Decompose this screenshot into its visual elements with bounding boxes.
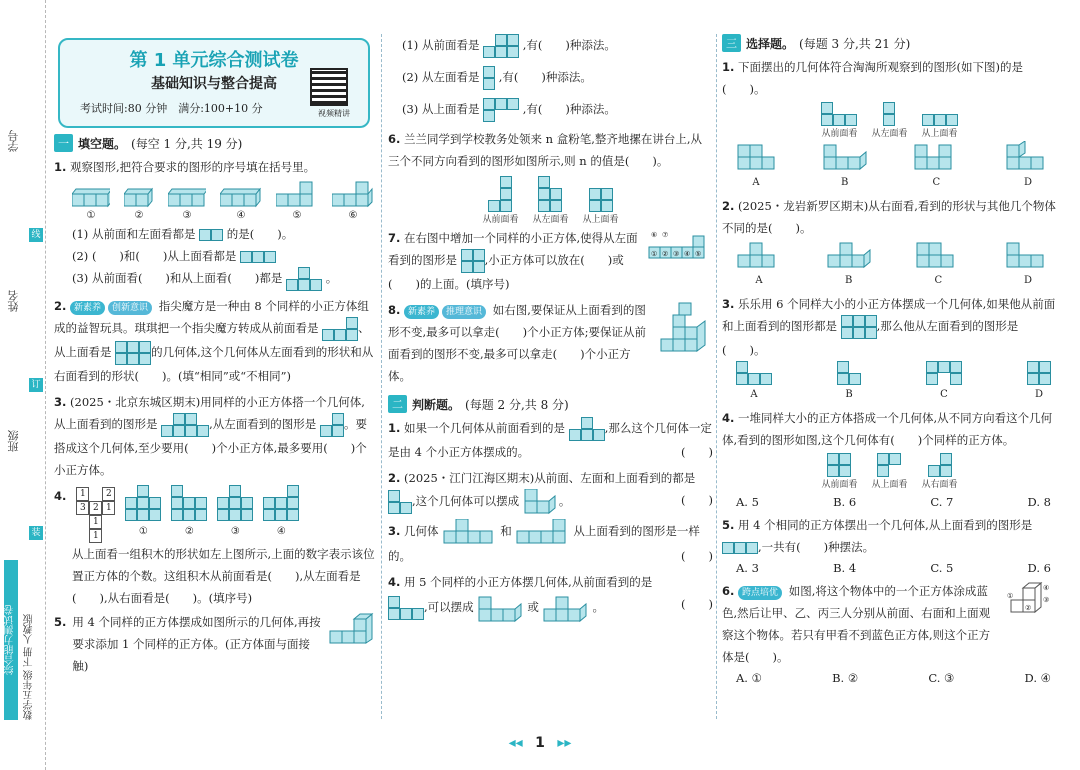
c4-choices: A. 5 B. 6 C. 7 D. 8 <box>736 495 1051 509</box>
svg-text:⑤: ⑤ <box>695 250 702 258</box>
judge-4: 4. 用 5 个同样的小正方体摆几何体,从前面看到的是 ,可以摆成 或 。 ( ) <box>388 571 713 623</box>
c1-views: 从前面看 从左面看 从上面看 <box>722 102 1057 139</box>
q5-figure <box>328 611 376 647</box>
title-box <box>58 38 370 128</box>
c1-options: A B C D <box>722 141 1057 193</box>
series-strip: 综合能力测试卷 <box>4 560 18 720</box>
binding-mark-ding: 订 <box>29 378 43 392</box>
question-1-4: 4. 1 2 3 2 1 1 1 ① ② ③ ④ <box>54 485 376 543</box>
binding-margin <box>0 0 46 770</box>
svg-text:⑦: ⑦ <box>662 231 669 239</box>
svg-text:③: ③ <box>673 250 680 258</box>
svg-text:⑥: ⑥ <box>651 231 658 239</box>
exam-info: 考试时间:80 分钟 满分:100+10 分 <box>80 102 263 115</box>
q1-sub3: (3) 从前面看( )和从上面看( )都是 。 <box>54 267 376 291</box>
judge-2: 2. (2025・江门江海区期末)从前面、左面和上面看到的都是 ,这个几何体可以摆成 。 ( ) <box>388 467 713 515</box>
q1-figures <box>54 180 376 221</box>
figure: ② <box>124 186 154 221</box>
svg-text:④: ④ <box>684 250 691 258</box>
c2-options: A B C D <box>722 239 1057 291</box>
choice-4: 4. 一堆同样大小的正方体搭成一个几何体,从不同方向看这个几何体,看到的图形如图,这个几何体有( )个同样的正方体。 <box>722 411 1053 447</box>
section-points: (每空 1 分,共 19 分) <box>131 136 243 151</box>
section-1-header <box>54 134 376 152</box>
q1-sub1: (1) 从前面和左面看都是 的是( )。 <box>72 227 294 241</box>
choice-5: 5. 用 4 个相同的正方体摆出一个几何体,从上面看到的图形是 ,一共有( )种摆法。 <box>722 518 1033 554</box>
choice-6: 6. 跨点培优 如图,将这个物体中的一个正方体涂成蓝色,然后让甲、乙、丙三人分别从前面、右面和上面观察这个物体。若只有甲看不到蓝色正方体,则这个正方体是( )。 ① ④ ③ ② <box>722 580 1057 668</box>
section-title: 填空题。 <box>78 136 127 151</box>
choice-1: 1. 下面摆出的几何体符合淘淘所观察到的图形(如下图)的是( )。 <box>722 60 1024 96</box>
judge-3: 3. 几何体 和 从上面看到的图形是一样的。 ( ) <box>388 519 713 567</box>
figure: ① <box>125 485 161 543</box>
column-2 <box>388 34 713 623</box>
svg-text:②: ② <box>1025 604 1032 612</box>
section-2-header: 二 判断题。 (每题 2 分,共 8 分) <box>388 395 713 413</box>
column-3 <box>722 34 1057 688</box>
view-front: 从前面看 <box>482 176 518 225</box>
svg-text:②: ② <box>662 250 669 258</box>
svg-text:③: ③ <box>1043 596 1050 604</box>
section-number: 一 <box>54 134 73 152</box>
page-subtitle: 基础知识与整合提高 <box>151 76 277 92</box>
c3-options: A B C D <box>722 361 1057 405</box>
choice-2: 2. (2025・龙岩新罗区期末)从右面看,看到的形状与其他几个物体不同的是( )。 <box>722 199 1056 235</box>
figure: ① <box>72 186 110 221</box>
figure: ③ <box>217 485 253 543</box>
q4-text: 从上面看一组积木的形状如左上图所示,上面的数字表示该位置正方体的个数。这组积木从前面看是( ),从左面看是( ),从右面看是( )。(填序号) <box>72 547 375 605</box>
grade-label: 数学五年级 下册 人教版 <box>24 613 35 720</box>
figure: ④ <box>263 485 299 543</box>
q5-sub3: (3) 从上面看是 ,有( )种添法。 <box>388 98 713 122</box>
question-1-1 <box>54 156 376 178</box>
figure: ④ <box>220 186 262 221</box>
q1-sub2: (2) ( )和( )从上面看都是 <box>54 245 376 267</box>
question-text: 观察图形,把符合要求的图形的序号填在括号里。 <box>70 160 316 174</box>
svg-text:④: ④ <box>1043 584 1050 592</box>
class-label: 班级 <box>7 430 20 452</box>
question-1-8: 8. 新素养 推理意识 如右图,要保证从上面看到的图形不变,最多可以拿走( )个小正方体;要保证从前面看到的图形不变,最多可以拿走( )个小正方体。 <box>388 299 713 387</box>
q7-figure <box>647 227 713 263</box>
judge-1: 1. 如果一个几何体从前面看到的是 ,那么这个几何体一定是由 4 个小正方体摆成的。 ( ) <box>388 417 713 463</box>
qr-code-icon[interactable] <box>310 68 348 106</box>
page-number: 1 <box>535 735 545 751</box>
page-footer <box>0 735 1080 751</box>
page-title: 第 1 单元综合测试卷 <box>129 50 299 71</box>
question-1-3: 3. (2025・北京东城区期末)用同样的小正方体搭一个几何体,从上面看到的图形是 ,从左面看到的图形是 。要搭成这个几何体,至少要用( )个小正方体,最多要用( )个小正方体。 <box>54 395 367 477</box>
section-3-header: 三 选择题。 (每题 3 分,共 21 分) <box>722 34 1057 52</box>
svg-text:①: ① <box>1007 592 1014 600</box>
figure: ③ <box>168 186 206 221</box>
q8-figure <box>657 299 713 355</box>
view-top: 从上面看 <box>583 188 619 225</box>
view-left: 从左面看 <box>532 176 568 225</box>
figure: ⑥ <box>332 180 374 221</box>
binding-mark-line: 线 <box>29 228 43 242</box>
question-number: 1. <box>54 160 67 174</box>
figure: ⑤ <box>276 180 318 221</box>
qr-label: 视频精讲 <box>318 109 350 118</box>
binding-mark-zhuang: 装 <box>29 526 43 540</box>
column-1 <box>54 34 376 677</box>
q4-number-grid: 1 2 3 2 1 1 1 <box>76 487 115 543</box>
question-1-7: 7. 在右图中增加一个同样的小正方体,使得从左面看到的图形是 ,小正方体可以放在( )或( )的上面。(填序号) ① ② ③ ④ ⑤ ⑥ ⑦ <box>388 227 713 295</box>
c6-figure <box>1007 580 1057 620</box>
question-1-2: 2. 新素养 创新意识 指尖魔方是一种由 8 个同样的小正方体组成的益智玩具。琪琪把一个指尖魔方转成从前面看是 、从上面看是 的几何体,这个几何体从左面看到的形状和从右面看到的形状( )。(填“相同”或“不相同”) <box>54 299 374 383</box>
question-1-5: 5. 用 4 个同样的正方体摆成如图所示的几何体,再按要求添加 1 个同样的正方体。(正方体面与面接触) <box>54 611 376 677</box>
c4-views: 从前面看 从上面看 从右面看 <box>722 453 1057 490</box>
q6-views <box>388 176 713 225</box>
next-page-icon[interactable]: ▸▸ <box>557 735 572 751</box>
prev-page-icon[interactable]: ◂◂ <box>508 735 523 751</box>
question-1-6: 6. 兰兰同学到学校教务处领来 n 盒粉笔,整齐地摞在讲台上,从三个不同方向看到的图形如图所示,则 n 的值是( )。 <box>388 132 703 168</box>
c5-choices: A. 3 B. 4 C. 5 D. 6 <box>736 561 1051 575</box>
q5-sub1: (1) 从前面看是 ,有( )种添法。 <box>388 34 713 58</box>
c6-choices: A. ① B. ② C. ③ D. ④ <box>736 671 1051 685</box>
name-label: 姓名 <box>7 290 20 312</box>
student-id-label: 学号 <box>7 130 20 152</box>
choice-3: 3. 乐乐用 6 个同样大小的小正方体摆成一个几何体,如果他从前面和上面看到的图形都是 ,那么他从左面看到的图形是( )。 <box>722 297 1056 357</box>
svg-text:①: ① <box>651 250 658 258</box>
figure: ② <box>171 485 207 543</box>
q5-sub2: (2) 从左面看是 ,有( )种添法。 <box>388 66 713 90</box>
